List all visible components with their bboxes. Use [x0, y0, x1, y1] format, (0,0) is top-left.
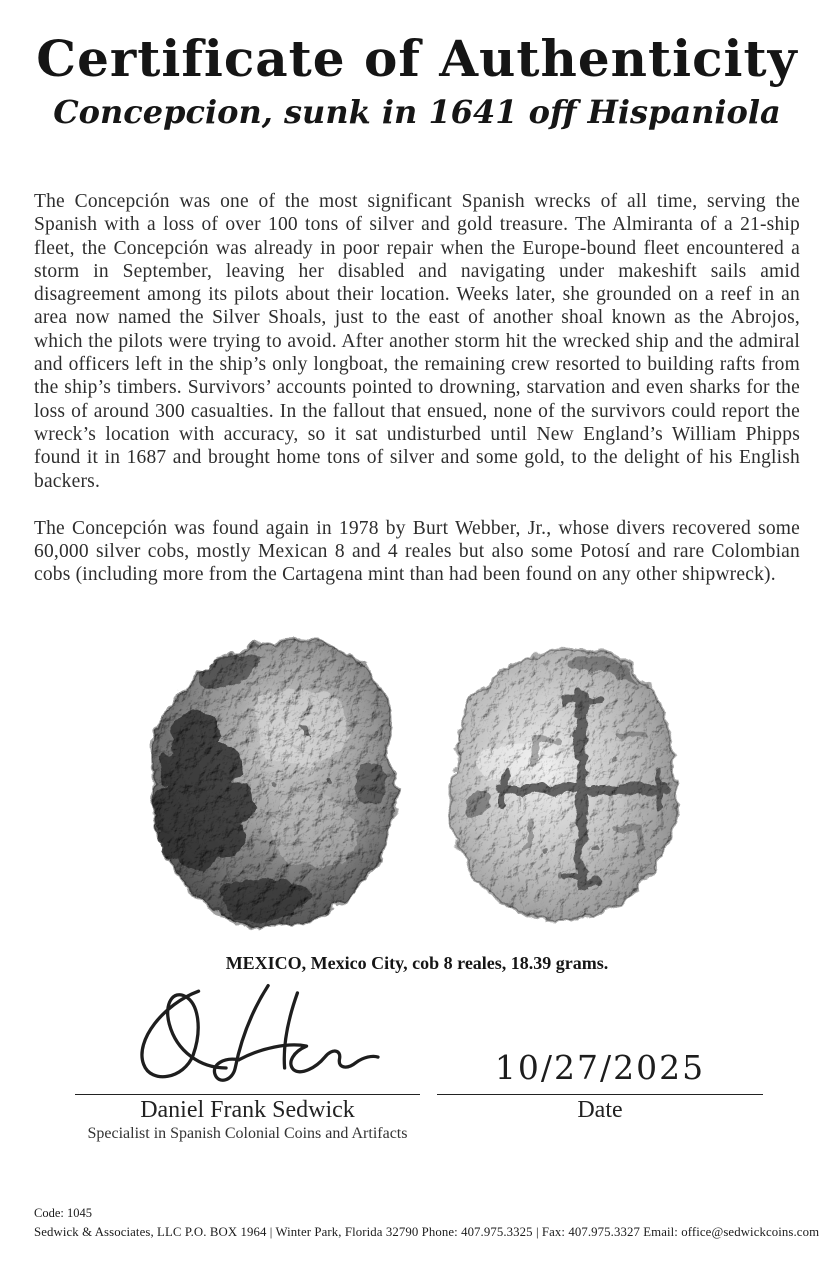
signature-and-date-row [0, 982, 834, 1158]
coin-photos [0, 631, 834, 937]
history-paragraph-1: The Concepción was one of the most significant Spanish wrecks of all time, serving the Spanish with a loss of over 100 tons of silver and gold treasure. The Almiranta of a 21-ship fleet, the Concepción was already in poor repair when the Europe-bound fleet encountered a storm in September, leaving her disabled and navigating under makeshift sails amid disagreement among its pilots about their location. Weeks later, she grounded on a reef in an area now named the Silver Shoals, just to the east of another shoal known as the Abrojos, which the pilots were trying to avoid. After another storm hit the wrecked ship and the admiral and officers left in the ship’s only longboat, the remaining crew resorted to building rafts from the ship’s timbers. Survivors’ accounts pointed to drowning, starvation and even sharks for the loss of around 300 casualties. In the fallout that ensued, none of the survivors could report the wreck’s location with accuracy, so it sat undisturbed until New England’s William Phipps found it in 1687 and brought home tons of silver and some gold, to the delight of his English backers. [34, 191, 800, 492]
certificate-code: Code: 1045 [34, 1206, 92, 1220]
signature-image [98, 982, 398, 1090]
certificate-subtitle: Concepcion, sunk in 1641 off Hispaniola [53, 93, 781, 131]
signer-title: Specialist in Spanish Colonial Coins and Artifacts [87, 1124, 408, 1142]
date-value: 10/27/2025 [494, 1047, 706, 1087]
date-line [437, 1094, 763, 1095]
signer-name: Daniel Frank Sedwick [140, 1096, 355, 1123]
coin-reverse-photo [424, 638, 700, 930]
certificate-footer [34, 1206, 819, 1240]
date-block [437, 982, 763, 1124]
date-label: Date [577, 1096, 623, 1123]
history-paragraph-2: The Concepción was found again in 1978 by Burt Webber, Jr., whose divers recovered some 60,000 silver cobs, mostly Mexican 8 and 4 reales but also some Potosí and rare Colombian cobs (including more from the Cartagena mint than had been found on any other shipwreck). [34, 517, 800, 586]
coin-obverse-photo [134, 631, 422, 937]
company-contact-info: Sedwick & Associates, LLC P.O. BOX 1964 | Winter Park, Florida 32790 Phone: 407.975.3325 | Fax: 407.975.3327 Email: office@sedwickcoins.com [34, 1225, 820, 1239]
signature-block [75, 982, 420, 1143]
coin-description: MEXICO, Mexico City, cob 8 reales, 18.39 grams. [225, 952, 609, 973]
certificate-title: Certificate of Authenticity [36, 29, 798, 88]
signature-line [75, 1094, 420, 1095]
